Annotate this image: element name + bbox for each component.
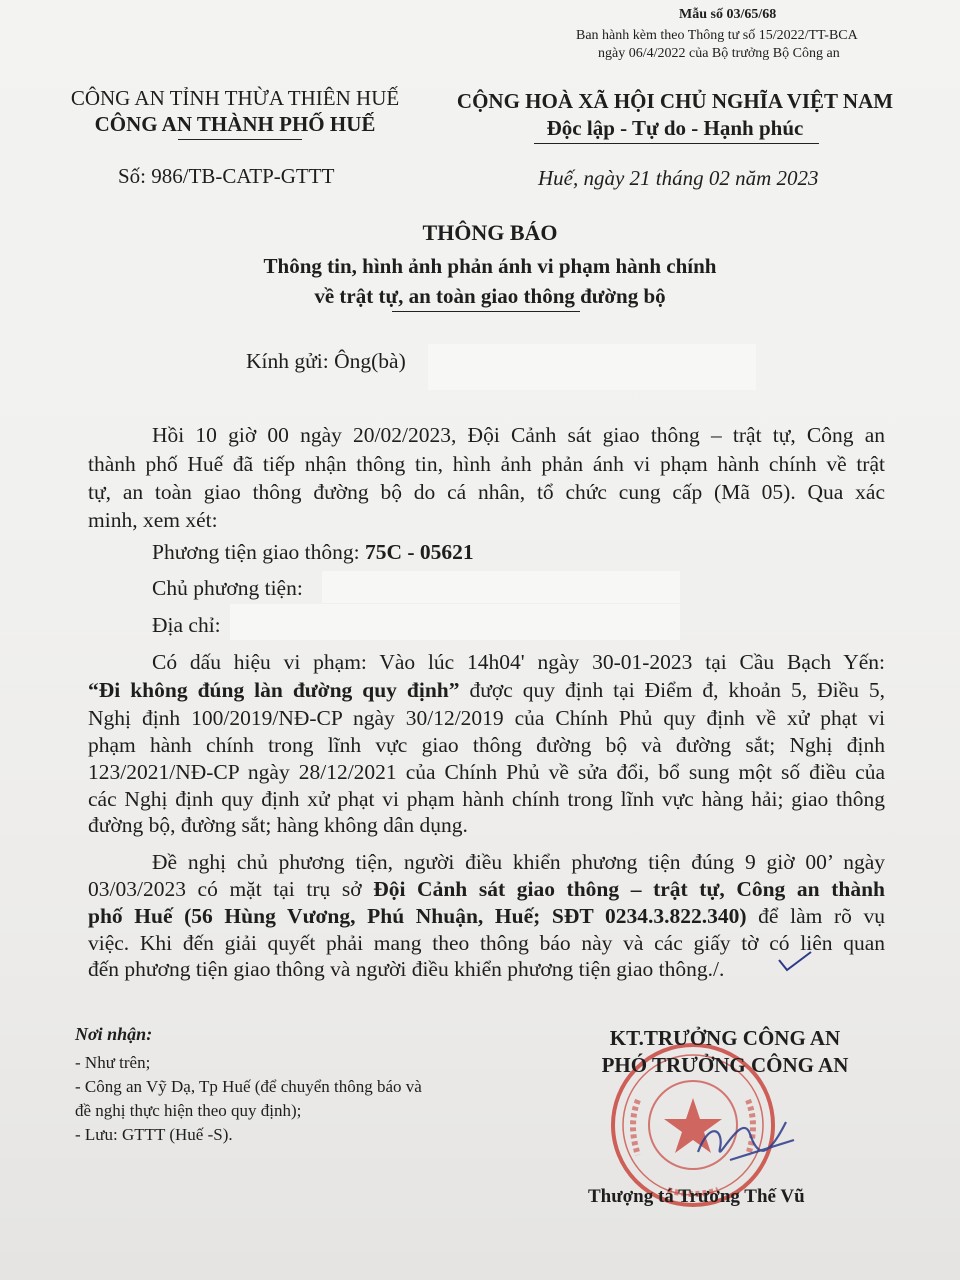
recipient-item: - Lưu: GTTT (Huế -S). xyxy=(75,1125,233,1144)
violation-line2 xyxy=(88,678,885,703)
notice-subtitle2: về trật tự, an toàn giao thông đường bộ xyxy=(314,284,666,308)
initial-checkmark-icon xyxy=(775,948,815,976)
para1-line3: tự, an toàn giao thông đường bộ do cá nhân, tổ chức cung cấp (Mã 05). Qua xác xyxy=(88,480,885,504)
address-label: Địa chỉ: xyxy=(152,613,221,637)
request-line4: việc. Khi đến giải quyết phải mang theo thông báo này và các giấy tờ có liên quan xyxy=(88,931,885,955)
request-unit: Đội Cảnh sát giao thông – trật tự, Công an thành xyxy=(373,877,885,901)
vehicle-label: Phương tiện giao thông: xyxy=(152,540,365,564)
violation-line7: đường bộ, đường sắt; hàng không dân dụng. xyxy=(88,813,468,837)
document-number: Số: 986/TB-CATP-GTTT xyxy=(118,164,335,188)
agency-name: CÔNG AN THÀNH PHỐ HUẾ xyxy=(94,112,376,136)
request-line3 xyxy=(88,904,885,929)
para1-line2: thành phố Huế đã tiếp nhận thông tin, hình ảnh phản ánh vi phạm hành chính về trật xyxy=(88,452,885,476)
request-line3-rest: để làm rõ vụ xyxy=(746,904,885,928)
violation-line4: phạm hành chính trong lĩnh vực giao thông đường bộ và đường sắt; Nghị định xyxy=(88,733,885,757)
para1-line1: Hồi 10 giờ 00 ngày 20/02/2023, Đội Cảnh sát giao thông – trật tự, Công an xyxy=(152,423,885,447)
request-line2 xyxy=(88,877,885,902)
redacted-address xyxy=(230,604,680,640)
request-line2-pre: 03/03/2023 có mặt tại trụ sở xyxy=(88,877,374,901)
handwritten-signature-icon xyxy=(690,1100,800,1170)
violation-line1: Có dấu hiệu vi phạm: Vào lúc 14h04' ngày 30-01-2023 tại Cầu Bạch Yến: xyxy=(152,650,885,674)
agency-underline xyxy=(178,139,302,140)
place-date: Huế, ngày 21 tháng 02 năm 2023 xyxy=(538,166,819,190)
signer-name: Thượng tá Trương Thế Vũ xyxy=(588,1186,805,1207)
recipients-title: Nơi nhận: xyxy=(75,1024,153,1044)
form-issued-line1: Ban hành kèm theo Thông tư số 15/2022/TT-BCA xyxy=(576,28,858,43)
recipient-item: - Công an Vỹ Dạ, Tp Huế (để chuyển thông báo và xyxy=(75,1077,422,1096)
addressee-label: Kính gửi: Ông(bà) xyxy=(246,349,406,373)
request-line1: Đề nghị chủ phương tiện, người điều khiển phương tiện đúng 9 giờ 00’ ngày xyxy=(152,850,885,874)
signature-line2: PHÓ TRƯỞNG CÔNG AN xyxy=(601,1053,849,1077)
violation-line6: các Nghị định quy định xử phạt vi phạm hành chính trong lĩnh vực hàng hải; giao thông xyxy=(88,787,885,811)
violation-name: “Đi không đúng làn đường quy định” xyxy=(88,678,460,702)
national-title: CỘNG HOÀ XÃ HỘI CHỦ NGHĨA VIỆT NAM xyxy=(456,89,894,113)
redacted-addressee xyxy=(428,344,756,390)
request-line5: đến phương tiện giao thông và người điều khiển phương tiện giao thông./. xyxy=(88,957,725,981)
owner-label: Chủ phương tiện: xyxy=(152,576,303,600)
recipient-item: đề nghị thực hiện theo quy định); xyxy=(75,1101,302,1120)
signature-line1: KT.TRƯỞNG CÔNG AN xyxy=(609,1026,841,1050)
violation-ref: được quy định tại Điểm đ, khoản 5, Điều 5, xyxy=(459,678,885,702)
request-address: phố Huế (56 Hùng Vương, Phú Nhuận, Huế; SĐT 0234.3.822.340) xyxy=(88,904,747,928)
vehicle-line xyxy=(152,540,474,565)
motto-underline xyxy=(534,143,819,144)
vehicle-plate: 75C - 05621 xyxy=(364,540,474,564)
violation-line3: Nghị định 100/2019/NĐ-CP ngày 30/12/2019 của Chính Phủ quy định về xử phạt vi xyxy=(88,706,885,730)
notice-subtitle1: Thông tin, hình ảnh phản ánh vi phạm hành chính xyxy=(263,254,717,278)
form-number: Mẫu số 03/65/68 xyxy=(679,7,777,22)
national-motto: Độc lập - Tự do - Hạnh phúc xyxy=(546,116,804,140)
recipient-item: - Như trên; xyxy=(75,1053,151,1072)
subtitle-underline xyxy=(392,311,580,312)
violation-line5: 123/2021/NĐ-CP ngày 28/12/2021 của Chính Phủ về sửa đổi, bổ sung một số điều của xyxy=(88,760,885,784)
agency-parent: CÔNG AN TỈNH THỪA THIÊN HUẾ xyxy=(70,86,400,110)
notice-title: THÔNG BÁO xyxy=(422,220,558,245)
para1-line4: minh, xem xét: xyxy=(88,508,218,532)
redacted-owner xyxy=(322,571,680,603)
form-issued-line2: ngày 06/4/2022 của Bộ trưởng Bộ Công an xyxy=(598,46,840,61)
